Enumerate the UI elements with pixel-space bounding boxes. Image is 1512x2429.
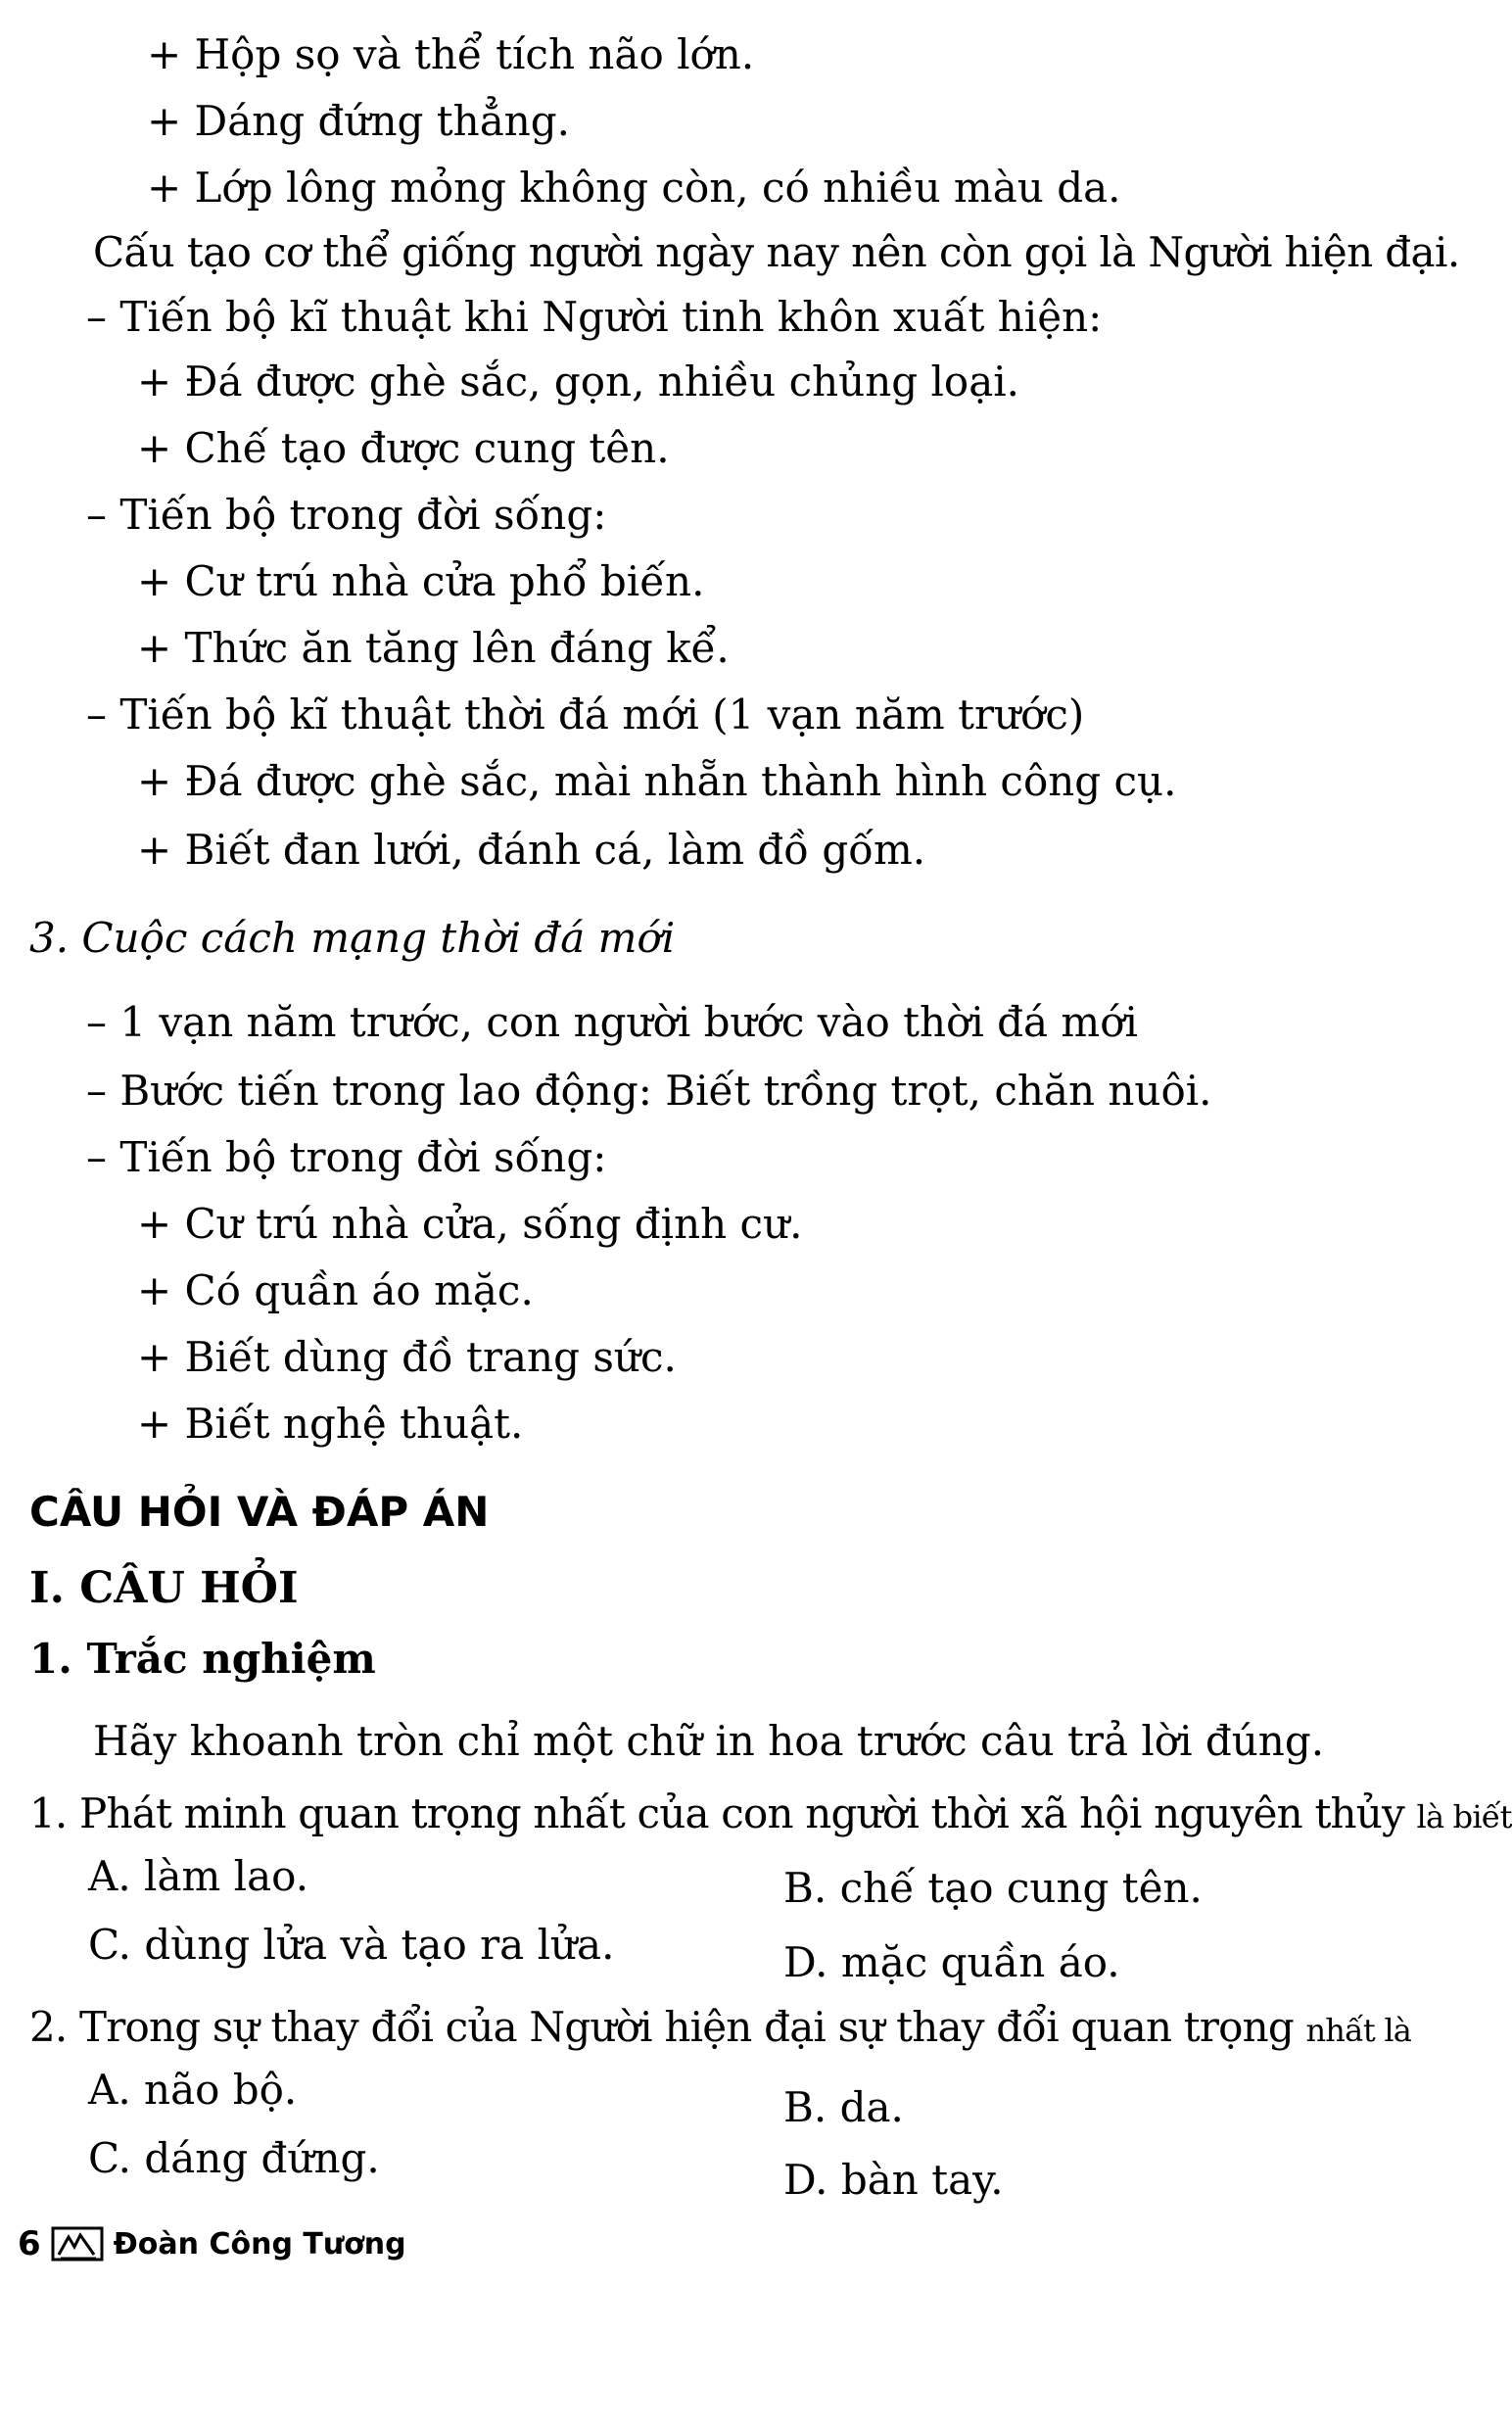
text-line: + Biết nghệ thuật. bbox=[137, 1400, 524, 1448]
question-stem bbox=[29, 1788, 1512, 1842]
answer-option[interactable]: D. bàn tay. bbox=[783, 2156, 1004, 2204]
text-line: + Đá được ghè sắc, mài nhẵn thành hình công cụ. bbox=[137, 757, 1177, 805]
question-stem bbox=[29, 2002, 1411, 2056]
part-heading: I. CÂU HỎI bbox=[29, 1563, 299, 1613]
answer-option[interactable]: B. da. bbox=[783, 2083, 904, 2131]
text-line: – Bước tiến trong lao động: Biết trồng trọt, chăn nuôi. bbox=[86, 1067, 1212, 1115]
text-line: – Tiến bộ kĩ thuật thời đá mới (1 vạn năm trước) bbox=[86, 691, 1085, 738]
text-line: + Đá được ghè sắc, gọn, nhiều chủng loại. bbox=[137, 357, 1020, 405]
text-line: + Hộp sọ và thể tích não lớn. bbox=[147, 30, 755, 78]
question-stem-text: 1. Phát minh quan trọng nhất của con người thời xã hội nguyên thủy bbox=[29, 1789, 1404, 1837]
answer-option[interactable]: A. làm lao. bbox=[88, 1852, 309, 1900]
text-line: – Tiến bộ trong đời sống: bbox=[86, 1133, 607, 1181]
text-line: + Cư trú nhà cửa phổ biến. bbox=[137, 557, 705, 605]
qa-heading: CÂU HỎI VÀ ĐÁP ÁN bbox=[29, 1488, 490, 1536]
text-line: – 1 vạn năm trước, con người bước vào thời đá mới bbox=[86, 998, 1138, 1046]
question-stem-tail: là biết bbox=[1416, 1798, 1512, 1835]
text-line: – Tiến bộ kĩ thuật khi Người tinh khôn xuất hiện: bbox=[86, 293, 1103, 341]
text-line: + Biết đan lưới, đánh cá, làm đồ gốm. bbox=[137, 826, 926, 874]
text-line: Cấu tạo cơ thể giống người ngày nay nên còn gọi là Người hiện đại. bbox=[93, 228, 1460, 276]
text-line: + Biết dùng đồ trang sức. bbox=[137, 1333, 677, 1381]
page-number: 6 bbox=[18, 2224, 41, 2263]
sub-heading: 1. Trắc nghiệm bbox=[29, 1635, 376, 1683]
instruction-text: Hãy khoanh tròn chỉ một chữ in hoa trước câu trả lời đúng. bbox=[93, 1717, 1325, 1765]
answer-option[interactable]: D. mặc quần áo. bbox=[783, 1938, 1120, 1986]
section-heading: 3. Cuộc cách mạng thời đá mới bbox=[29, 914, 676, 962]
answer-option[interactable]: C. dùng lửa và tạo ra lửa. bbox=[88, 1921, 615, 1969]
text-line: + Thức ăn tăng lên đáng kể. bbox=[137, 624, 730, 672]
text-line: + Lớp lông mỏng không còn, có nhiều màu da. bbox=[147, 164, 1121, 212]
author-name: Đoàn Công Tương bbox=[113, 2226, 406, 2262]
book-logo-icon bbox=[51, 2225, 104, 2262]
page-footer bbox=[18, 2221, 406, 2266]
question-stem-text: 2. Trong sự thay đổi của Người hiện đại sự thay đổi quan trọng bbox=[29, 2003, 1294, 2051]
question-stem-tail: nhất là bbox=[1305, 2012, 1412, 2049]
text-line: – Tiến bộ trong đời sống: bbox=[86, 491, 607, 539]
answer-option[interactable]: A. não bộ. bbox=[88, 2066, 298, 2114]
answer-option[interactable]: C. dáng đứng. bbox=[88, 2134, 380, 2182]
text-line: + Chế tạo được cung tên. bbox=[137, 424, 670, 472]
text-line: + Cư trú nhà cửa, sống định cư. bbox=[137, 1200, 803, 1248]
text-line: + Dáng đứng thẳng. bbox=[147, 97, 571, 145]
answer-option[interactable]: B. chế tạo cung tên. bbox=[783, 1864, 1203, 1912]
text-line: + Có quần áo mặc. bbox=[137, 1266, 534, 1314]
